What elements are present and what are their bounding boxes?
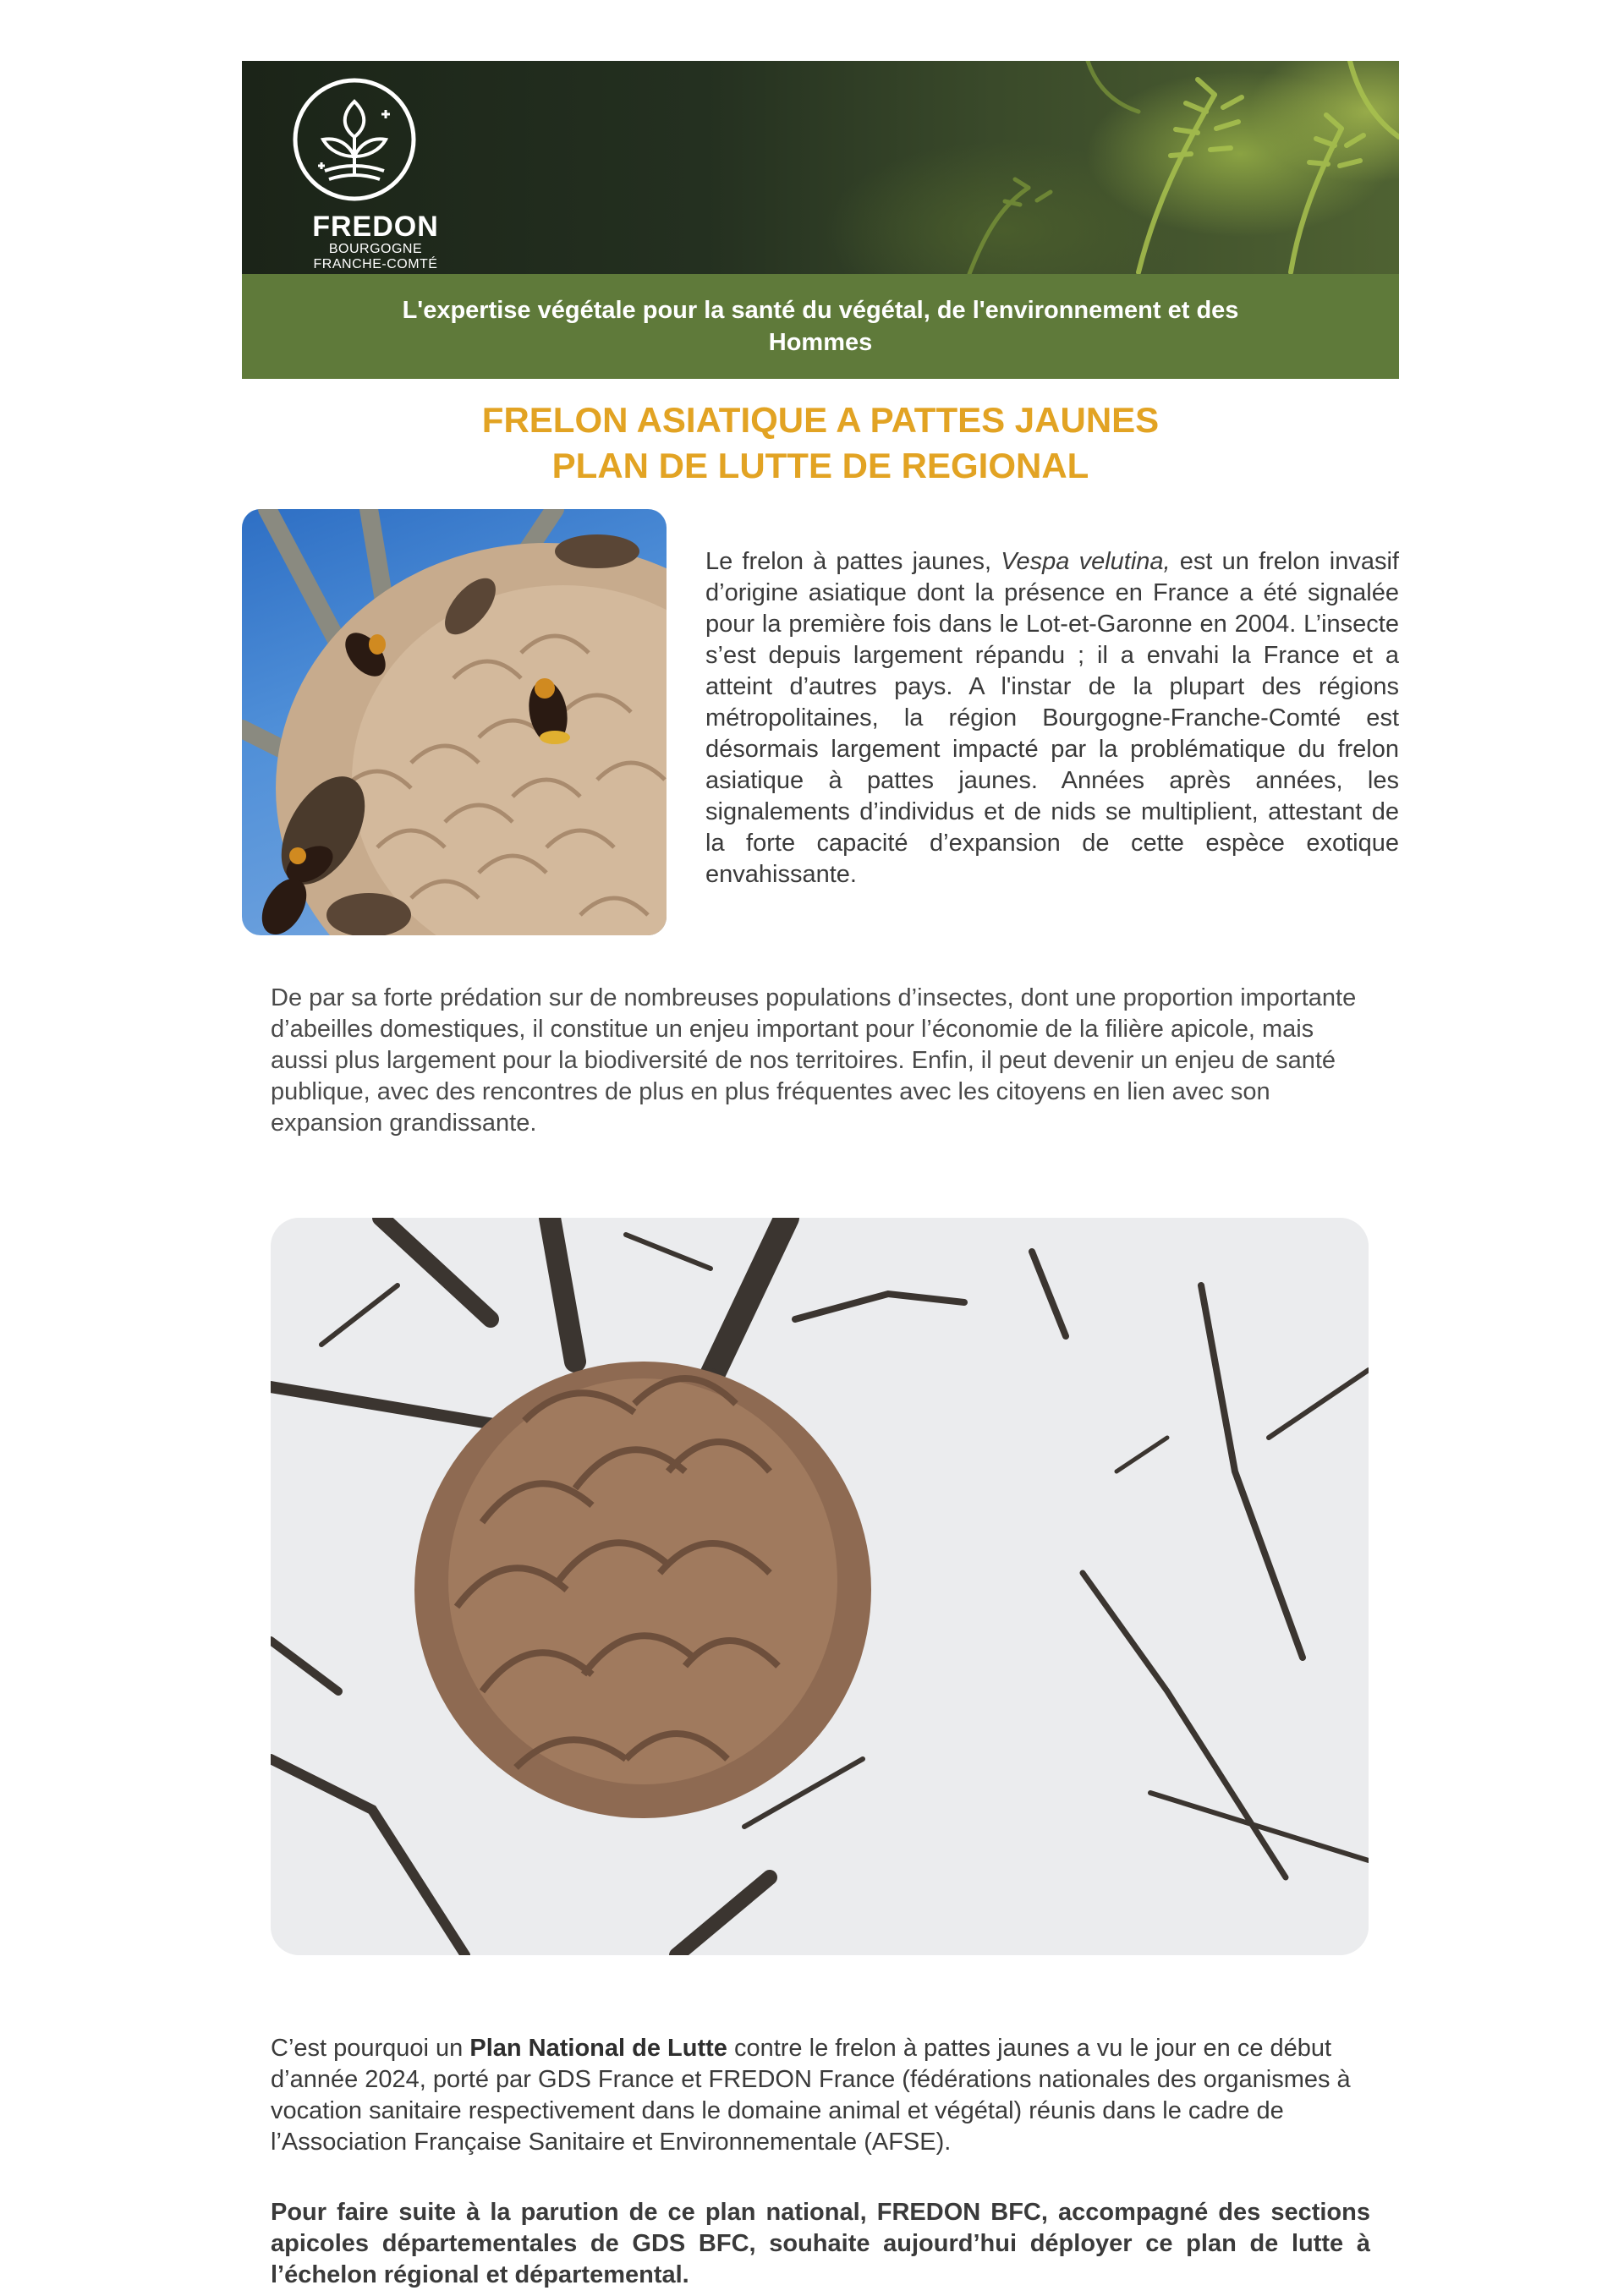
- intro-text-after: est un frelon invasif d’origine asiatique dont la présence en France a été signalée pour la première fois dans le Lot-et-Garonne en 2004. L’insecte s’est depuis largement répandu ; il a envahi la France et a atteint d’autres pays. A l'instar de la plupart des régions métropolitaines, la région Bourgogne-Franche-Comté est désormais largement impacté par la problématique du frelon asiatique à pattes jaunes. Années après années, les signalements d’individus et de nids se multiplient, attestant de la forte capacité d’expansion de cette espèce exotique envahissante.: [705, 548, 1399, 888]
- intro-text-before: Le frelon à pattes jaunes,: [705, 548, 1001, 575]
- header-banner: [242, 61, 1399, 379]
- banner-photo: [242, 61, 1399, 274]
- title-line-1: FRELON ASIATIQUE A PATTES JAUNES: [481, 400, 1160, 440]
- hornets-nest-photo: [242, 509, 667, 935]
- nest-in-tree-photo: [271, 1218, 1369, 1955]
- species-name: Vespa velutina,: [1001, 548, 1171, 575]
- fredon-logo: [291, 76, 460, 272]
- title-line-2: PLAN DE LUTTE DE REGIONAL: [551, 446, 1089, 485]
- document-title: [242, 397, 1399, 489]
- para3-before: C’est pourquoi un: [271, 2035, 470, 2062]
- national-plan-paragraph: [271, 2033, 1370, 2158]
- plant-logo-icon: [312, 76, 439, 203]
- logo-sub-2: FRANCHE-COMTÉ: [313, 257, 438, 271]
- tagline: L'expertise végétale pour la santé du végétal, de l'environnement et des Hommes: [402, 297, 1239, 356]
- national-plan-name: Plan National de Lutte: [469, 2035, 727, 2062]
- tagline-bar: [242, 274, 1399, 379]
- predation-paragraph: De par sa forte prédation sur de nombreuses populations d’insectes, dont une proportion importante d’abeilles domestiques, il constitue un enjeu important pour l’économie de la filière apicole, mais aussi plus largement pour la biodiversité de nos territoires. Enfin, il peut devenir un enjeu de santé publique, avec des rencontres de plus en plus fréquentes avec les citoyens en lien avec son expansion grandissante.: [271, 984, 1357, 1137]
- logo-name: FREDON: [312, 211, 439, 243]
- intro-paragraph: [705, 546, 1399, 890]
- logo-sub-1: BOURGOGNE: [328, 242, 423, 256]
- para3-after: contre le frelon à pattes jaunes a vu le jour en ce début d’année 2024, porté par GDS France et FREDON France (fédérations nationales des organismes à vocation sanitaire respectivement dans le domaine animal et végétal) réunis dans le cadre de l’Association Française Sanitaire et Environnementale (AFSE).: [271, 2035, 1351, 2156]
- regional-deployment-paragraph: Pour faire suite à la parution de ce plan national, FREDON BFC, accompagné des sections apicoles départementales de GDS BFC, souhaite aujourd’hui déployer ce plan de lutte à l’échelon régional et départemental.: [271, 2199, 1370, 2288]
